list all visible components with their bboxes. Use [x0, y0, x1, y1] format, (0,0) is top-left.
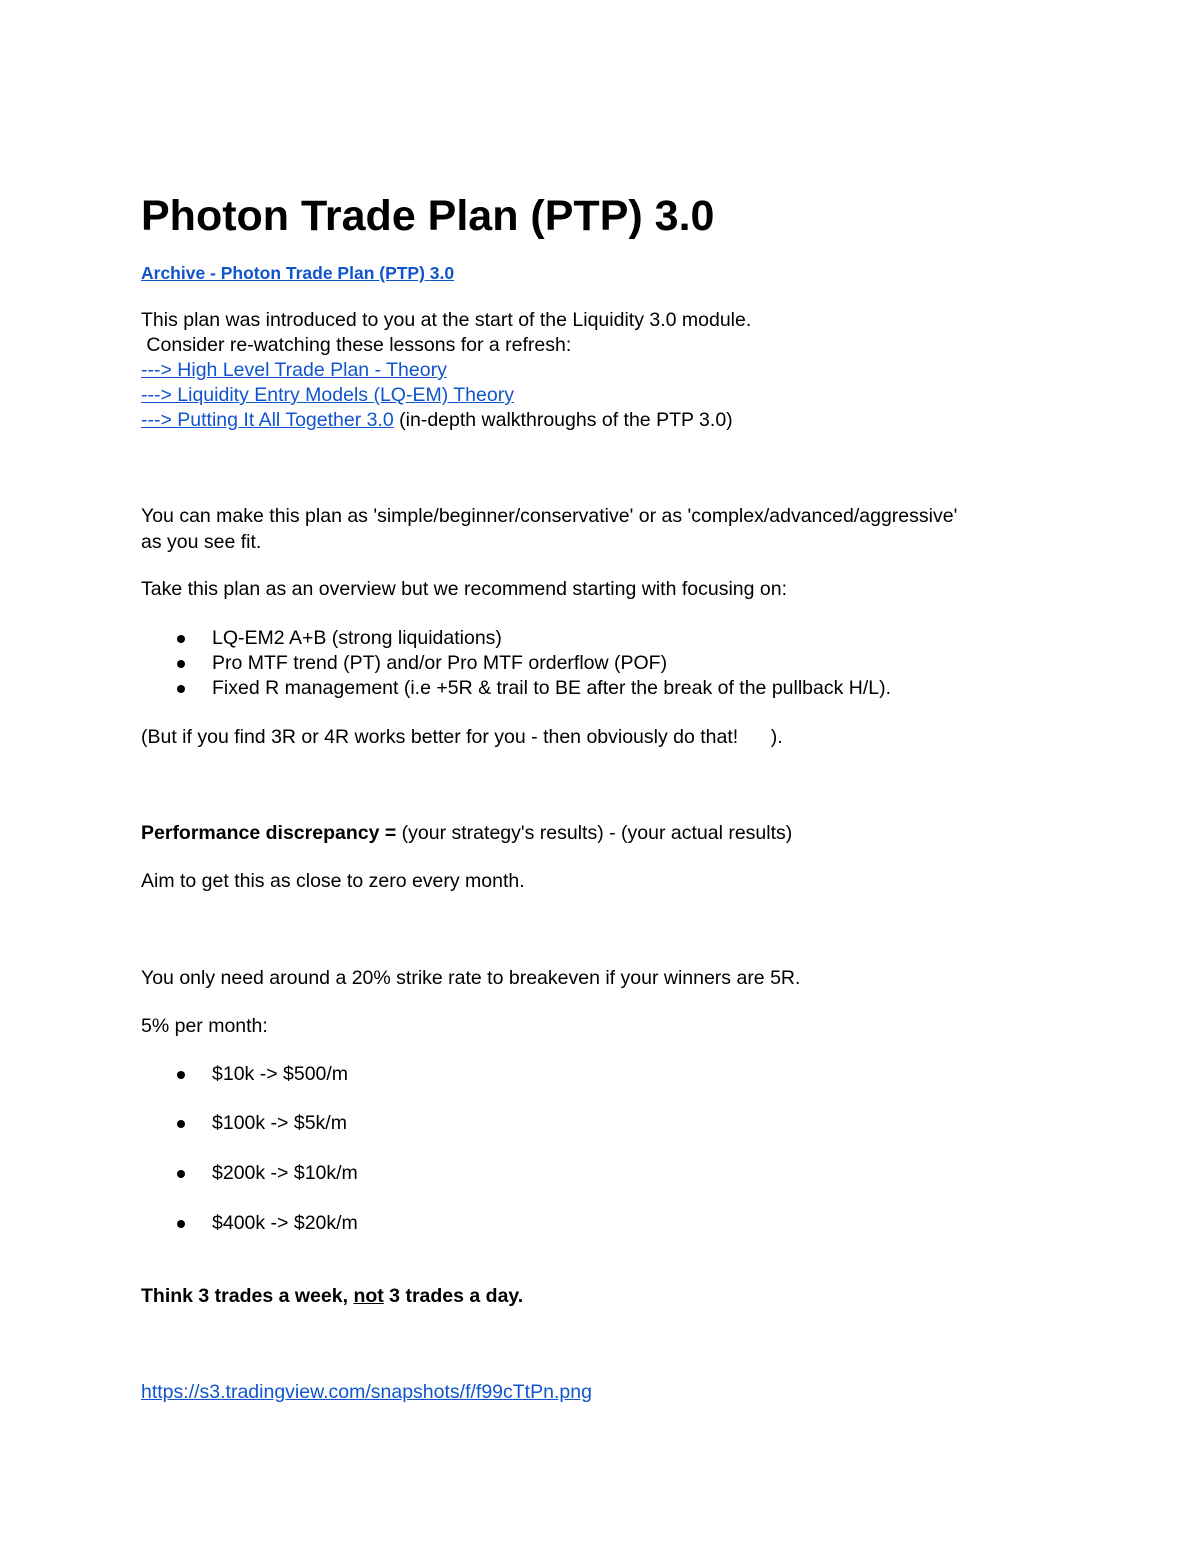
bullet-icon [177, 660, 185, 668]
performance-line [141, 821, 792, 846]
intro-line-2: Consider re-watching these lessons for a refresh: [141, 334, 572, 356]
lesson-link-high-level-trade-plan[interactable]: ---> High Level Trade Plan - Theory [141, 359, 447, 381]
strike-rate-text: You only need around a 20% strike rate to breakeven if your winners are 5R. [141, 967, 801, 989]
bullet-icon [177, 1120, 185, 1128]
snapshot-link[interactable]: https://s3.tradingview.com/snapshots/f/f99cTtPn.png [141, 1381, 592, 1403]
bullet-icon [177, 635, 185, 643]
lesson-link-suffix: (in-depth walkthroughs of the PTP 3.0) [393, 409, 733, 431]
bullet-icon [177, 685, 185, 693]
page-title: Photon Trade Plan (PTP) 3.0 [141, 192, 715, 240]
lesson-link-lq-em-theory[interactable]: ---> Liquidity Entry Models (LQ-EM) Theory [141, 384, 514, 406]
think-not: not [353, 1285, 384, 1307]
think-part-1: Think 3 trades a week, [141, 1285, 354, 1307]
bullet-icon [177, 1220, 185, 1228]
per-month-label: 5% per month: [141, 1015, 268, 1037]
think-part-2: 3 trades a day. [383, 1285, 524, 1307]
performance-formula: (your strategy's results) - (your actual results) [401, 822, 793, 844]
lesson-link-line-2 [141, 383, 514, 408]
bullet-icon [177, 1071, 185, 1079]
snapshot-line [141, 1380, 592, 1405]
think-line [141, 1284, 523, 1309]
simple-para-line-1: You can make this plan as 'simple/beginner/conservative' or as 'complex/advanced/aggressive' [141, 505, 958, 527]
lesson-link-putting-it-together[interactable]: ---> Putting It All Together 3.0 [141, 409, 394, 431]
aim-text: Aim to get this as close to zero every month. [141, 870, 525, 892]
but-note: (But if you find 3R or 4R works better for you - then obviously do that! ). [141, 726, 783, 748]
performance-label: Performance discrepancy = [141, 822, 402, 844]
lesson-link-line-3 [141, 408, 733, 433]
archive-line [141, 261, 454, 286]
lesson-link-line-1 [141, 358, 447, 383]
archive-link[interactable]: Archive - Photon Trade Plan (PTP) 3.0 [141, 263, 455, 283]
overview-text: Take this plan as an overview but we recommend starting with focusing on: [141, 578, 787, 600]
simple-para-line-2: as you see fit. [141, 531, 262, 553]
intro-line-1: This plan was introduced to you at the start of the Liquidity 3.0 module. [141, 309, 752, 331]
bullet-icon [177, 1170, 185, 1178]
